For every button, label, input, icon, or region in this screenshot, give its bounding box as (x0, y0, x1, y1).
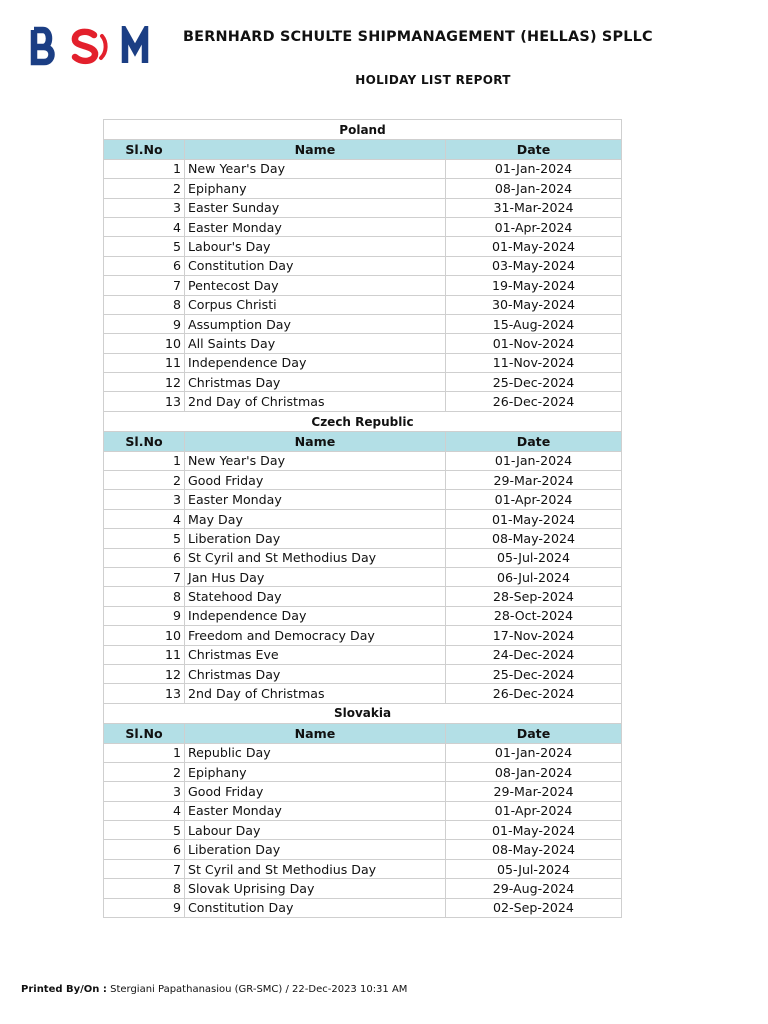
holiday-date-cell: 01-Jan-2024 (446, 451, 622, 470)
table-row (104, 256, 622, 275)
holiday-date-cell: 29-Mar-2024 (446, 471, 622, 490)
holiday-date-cell: 29-Mar-2024 (446, 782, 622, 801)
holiday-name-cell: St Cyril and St Methodius Day (185, 859, 446, 878)
table-row (104, 821, 622, 840)
holiday-name-cell: Epiphany (185, 762, 446, 781)
holiday-name-cell: Easter Monday (185, 801, 446, 820)
date-header: Date (446, 432, 622, 451)
name-header: Name (185, 724, 446, 743)
table-row (104, 606, 622, 625)
holiday-name-cell: Christmas Eve (185, 645, 446, 664)
sl-cell: 7 (104, 276, 185, 295)
table-row (104, 179, 622, 198)
holiday-name-cell: New Year's Day (185, 159, 446, 178)
printed-by-label: Printed By/On : (21, 984, 107, 995)
holiday-date-cell: 15-Aug-2024 (446, 314, 622, 333)
table-row (104, 373, 622, 392)
table-row (104, 490, 622, 509)
holiday-name-cell: Easter Monday (185, 217, 446, 236)
holiday-date-cell: 01-Nov-2024 (446, 334, 622, 353)
table-row (104, 198, 622, 217)
country-row (104, 703, 622, 723)
report-title: HOLIDAY LIST REPORT (355, 73, 511, 87)
table-row (104, 879, 622, 898)
sl-cell: 12 (104, 664, 185, 683)
holiday-date-cell: 28-Sep-2024 (446, 587, 622, 606)
holiday-date-cell: 01-Apr-2024 (446, 217, 622, 236)
country-row (104, 120, 622, 140)
sl-header: Sl.No (104, 140, 185, 159)
table-row (104, 529, 622, 548)
table-row (104, 645, 622, 664)
holiday-date-cell: 29-Aug-2024 (446, 879, 622, 898)
holiday-name-cell: Labour's Day (185, 237, 446, 256)
holiday-name-cell: May Day (185, 509, 446, 528)
holiday-name-cell: Epiphany (185, 179, 446, 198)
sl-cell: 10 (104, 334, 185, 353)
sl-cell: 5 (104, 821, 185, 840)
sl-cell: 5 (104, 237, 185, 256)
table-row (104, 509, 622, 528)
table-row (104, 295, 622, 314)
holiday-name-cell: Constitution Day (185, 898, 446, 917)
holiday-date-cell: 01-Apr-2024 (446, 801, 622, 820)
company-name: BERNHARD SCHULTE SHIPMANAGEMENT (HELLAS) SPLLC (183, 29, 653, 45)
table-row (104, 840, 622, 859)
holiday-name-cell: Christmas Day (185, 664, 446, 683)
holiday-date-cell: 01-May-2024 (446, 237, 622, 256)
holiday-date-cell: 01-Jan-2024 (446, 159, 622, 178)
name-header: Name (185, 140, 446, 159)
table-row (104, 801, 622, 820)
holiday-name-cell: Easter Monday (185, 490, 446, 509)
sl-cell: 9 (104, 898, 185, 917)
sl-cell: 11 (104, 645, 185, 664)
date-header: Date (446, 140, 622, 159)
sl-cell: 1 (104, 451, 185, 470)
table-row (104, 276, 622, 295)
table-row (104, 548, 622, 567)
holiday-name-cell: Constitution Day (185, 256, 446, 275)
sl-cell: 3 (104, 198, 185, 217)
sl-cell: 9 (104, 314, 185, 333)
table-row (104, 782, 622, 801)
holiday-date-cell: 19-May-2024 (446, 276, 622, 295)
holiday-name-cell: Pentecost Day (185, 276, 446, 295)
column-header-row (104, 724, 622, 743)
sl-cell: 6 (104, 548, 185, 567)
holiday-date-cell: 26-Dec-2024 (446, 392, 622, 411)
country-name: Poland (104, 120, 622, 140)
holiday-name-cell: Jan Hus Day (185, 567, 446, 586)
holiday-date-cell: 01-May-2024 (446, 509, 622, 528)
holiday-date-cell: 08-May-2024 (446, 840, 622, 859)
holiday-date-cell: 26-Dec-2024 (446, 684, 622, 703)
table-row (104, 159, 622, 178)
sl-cell: 4 (104, 509, 185, 528)
holiday-date-cell: 02-Sep-2024 (446, 898, 622, 917)
holiday-name-cell: Independence Day (185, 606, 446, 625)
holiday-name-cell: Slovak Uprising Day (185, 879, 446, 898)
holiday-name-cell: Statehood Day (185, 587, 446, 606)
column-header-row (104, 140, 622, 159)
column-header-row (104, 432, 622, 451)
holiday-name-cell: Liberation Day (185, 840, 446, 859)
sl-cell: 11 (104, 353, 185, 372)
holiday-name-cell: Labour Day (185, 821, 446, 840)
holiday-date-cell: 08-Jan-2024 (446, 762, 622, 781)
country-row (104, 411, 622, 431)
holiday-date-cell: 06-Jul-2024 (446, 567, 622, 586)
holiday-date-cell: 05-Jul-2024 (446, 548, 622, 567)
table-row (104, 334, 622, 353)
holiday-name-cell: Corpus Christi (185, 295, 446, 314)
sl-cell: 8 (104, 295, 185, 314)
holiday-date-cell: 01-May-2024 (446, 821, 622, 840)
sl-cell: 1 (104, 159, 185, 178)
sl-cell: 3 (104, 490, 185, 509)
sl-cell: 8 (104, 879, 185, 898)
holiday-date-cell: 11-Nov-2024 (446, 353, 622, 372)
sl-cell: 1 (104, 743, 185, 762)
table-row (104, 471, 622, 490)
bsm-logo (30, 26, 152, 66)
sl-cell: 10 (104, 626, 185, 645)
table-row (104, 567, 622, 586)
name-header: Name (185, 432, 446, 451)
sl-cell: 2 (104, 471, 185, 490)
holiday-date-cell: 25-Dec-2024 (446, 664, 622, 683)
sl-cell: 13 (104, 684, 185, 703)
holiday-date-cell: 30-May-2024 (446, 295, 622, 314)
holiday-name-cell: 2nd Day of Christmas (185, 392, 446, 411)
table-row (104, 684, 622, 703)
holiday-name-cell: Freedom and Democracy Day (185, 626, 446, 645)
printed-by-footer (21, 984, 407, 995)
sl-cell: 2 (104, 762, 185, 781)
table-row (104, 237, 622, 256)
holiday-date-cell: 31-Mar-2024 (446, 198, 622, 217)
holiday-date-cell: 05-Jul-2024 (446, 859, 622, 878)
holiday-date-cell: 08-May-2024 (446, 529, 622, 548)
holiday-name-cell: Republic Day (185, 743, 446, 762)
sl-cell: 7 (104, 567, 185, 586)
table-row (104, 743, 622, 762)
holiday-date-cell: 01-Apr-2024 (446, 490, 622, 509)
printed-by-value: Stergiani Papathanasiou (GR-SMC) / 22-Dec-2023 10:31 AM (110, 984, 408, 995)
holiday-name-cell: Easter Sunday (185, 198, 446, 217)
sl-cell: 4 (104, 801, 185, 820)
holiday-date-cell: 01-Jan-2024 (446, 743, 622, 762)
holiday-name-cell: New Year's Day (185, 451, 446, 470)
holiday-name-cell: Good Friday (185, 782, 446, 801)
sl-header: Sl.No (104, 724, 185, 743)
holiday-date-cell: 25-Dec-2024 (446, 373, 622, 392)
table-row (104, 392, 622, 411)
holiday-date-cell: 08-Jan-2024 (446, 179, 622, 198)
svg-text:BSM: BSM (30, 26, 33, 27)
holiday-name-cell: 2nd Day of Christmas (185, 684, 446, 703)
country-name: Slovakia (104, 703, 622, 723)
table-row (104, 762, 622, 781)
holiday-date-cell: 28-Oct-2024 (446, 606, 622, 625)
holiday-name-cell: Assumption Day (185, 314, 446, 333)
table-row (104, 451, 622, 470)
holiday-name-cell: All Saints Day (185, 334, 446, 353)
sl-cell: 6 (104, 840, 185, 859)
date-header: Date (446, 724, 622, 743)
table-row (104, 217, 622, 236)
table-row (104, 859, 622, 878)
holiday-name-cell: Independence Day (185, 353, 446, 372)
table-row (104, 587, 622, 606)
holiday-name-cell: Good Friday (185, 471, 446, 490)
table-row (104, 353, 622, 372)
holiday-date-cell: 03-May-2024 (446, 256, 622, 275)
country-name: Czech Republic (104, 411, 622, 431)
holiday-date-cell: 17-Nov-2024 (446, 626, 622, 645)
sl-cell: 5 (104, 529, 185, 548)
table-row (104, 898, 622, 917)
holiday-table (103, 119, 622, 918)
sl-cell: 6 (104, 256, 185, 275)
holiday-name-cell: Christmas Day (185, 373, 446, 392)
table-row (104, 314, 622, 333)
sl-cell: 9 (104, 606, 185, 625)
sl-cell: 2 (104, 179, 185, 198)
holiday-name-cell: Liberation Day (185, 529, 446, 548)
sl-cell: 4 (104, 217, 185, 236)
holiday-date-cell: 24-Dec-2024 (446, 645, 622, 664)
holiday-tables (103, 119, 621, 918)
sl-cell: 8 (104, 587, 185, 606)
sl-header: Sl.No (104, 432, 185, 451)
sl-cell: 7 (104, 859, 185, 878)
sl-cell: 3 (104, 782, 185, 801)
sl-cell: 13 (104, 392, 185, 411)
sl-cell: 12 (104, 373, 185, 392)
table-row (104, 626, 622, 645)
table-row (104, 664, 622, 683)
holiday-name-cell: St Cyril and St Methodius Day (185, 548, 446, 567)
